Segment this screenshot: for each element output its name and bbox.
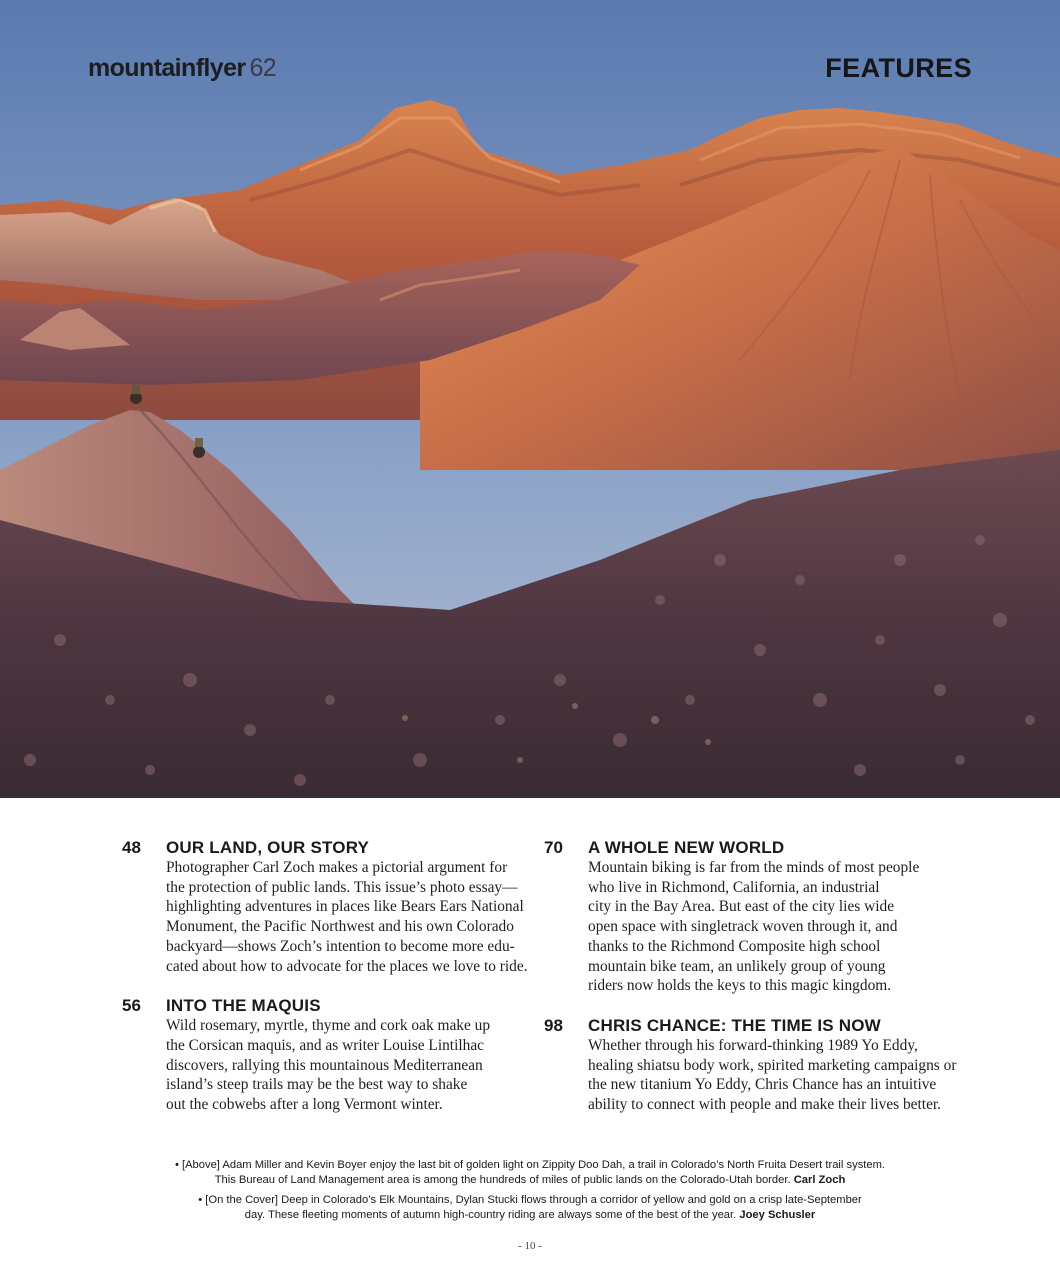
- bullet-icon: •: [174, 1159, 179, 1171]
- feature-summary: Photographer Carl Zoch makes a pictorial argument for the protection of public lands. This issue’s photo essay— highlighting adventures in places like Bears Ears National Monument, the Pacific Northwest and his own Colorado backyard—shows Zoch’s intention to become more edu- cated about how to advocate for the places we love to ride.: [166, 859, 528, 975]
- caption-cover: • [On the Cover] Deep in Colorado’s Elk Mountains, Dylan Stucki flows through a corridor of yellow and gold on a crisp late-September day. These fleeting moments of autumn high-country riding are always some of the best of the year. Joey Schusler: [198, 1194, 862, 1221]
- issue-number: 62: [249, 54, 277, 82]
- feature-entry: [544, 838, 944, 996]
- features-column-left: [122, 838, 528, 1115]
- photo-credit: Carl Zoch: [793, 1174, 846, 1186]
- feature-summary: Wild rosemary, myrtle, thyme and cork oak make up the Corsican maquis, and as writer Louise Lintilhac discovers, rallying this mountainous Mediterranean island’s steep trails may be the best way to shake out the cobwebs after a long Vermont winter.: [166, 1017, 491, 1114]
- bullet-icon: •: [198, 1194, 203, 1206]
- feature-summary: Mountain biking is far from the minds of most people who live in Richmond, California, an industrial city in the Bay Area. But east of the city lies wide open space with singletrack woven through it, and thanks to the Richmond Composite high school mountain bike team, an unlikely group of young riders now holds the keys to this magic kingdom.: [588, 859, 920, 995]
- photo-captions: [0, 1158, 1060, 1223]
- feature-summary: Whether through his forward-thinking 1989 Yo Eddy, healing shiatsu body work, spirited marketing campaigns or the new titanium Yo Eddy, Chris Chance has an intuitive ability to connect with people and make their lives better.: [588, 1036, 957, 1114]
- feature-title: CHRIS CHANCE: THE TIME IS NOW: [588, 1015, 881, 1035]
- feature-entry: [122, 838, 528, 976]
- feature-title: OUR LAND, OUR STORY: [166, 838, 370, 857]
- page-folio: - 10 -: [518, 1240, 542, 1252]
- feature-title: A WHOLE NEW WORLD: [588, 838, 785, 857]
- feature-page-number: 98: [544, 1015, 563, 1035]
- feature-page-number: 70: [544, 838, 563, 857]
- masthead: [88, 54, 276, 83]
- feature-entry: [544, 1015, 957, 1115]
- features-column-right: [544, 838, 957, 1115]
- photo-credit: Joey Schusler: [739, 1209, 816, 1221]
- caption-above: • [Above] Adam Miller and Kevin Boyer enjoy the last bit of golden light on Zippity Doo Dah, a trail in Colorado’s North Fruita Desert trail system. This Bureau of Land Management area is among the hundreds of miles of public lands on the Colorado-Utah border. Carl Zoch: [174, 1159, 886, 1186]
- section-title: FEATURES: [825, 53, 972, 83]
- feature-page-number: 56: [122, 996, 141, 1016]
- feature-title: INTO THE MAQUIS: [166, 996, 321, 1016]
- magazine-logo: mountainflyer: [88, 54, 246, 82]
- feature-entry: [122, 996, 522, 1115]
- feature-page-number: 48: [122, 838, 141, 857]
